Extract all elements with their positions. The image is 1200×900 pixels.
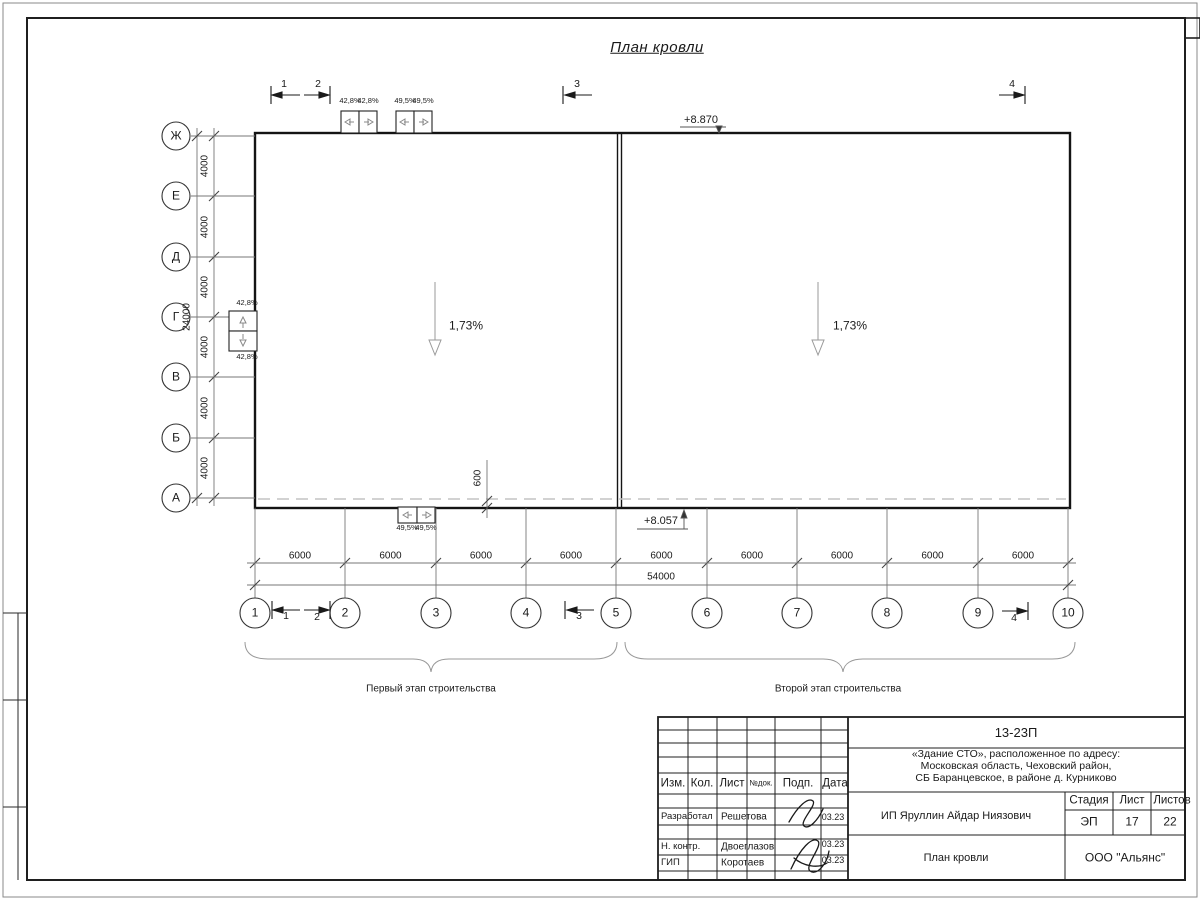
dim-horizontal-step: 6000 [559, 550, 583, 562]
person-role: Н. контр. [661, 840, 701, 852]
axis-letter: А [171, 490, 181, 505]
axis-number: 3 [432, 605, 440, 620]
dim-horizontal-step: 6000 [1011, 550, 1035, 562]
sheet-value: 17 [1125, 814, 1139, 829]
project-address-line: СБ Баранцевское, в районе д. Курниково [915, 772, 1117, 785]
revision-column-header: Изм. [660, 777, 686, 790]
dim-horizontal-step: 6000 [469, 550, 493, 562]
person-name: Двоеглазов [721, 841, 775, 853]
vent-percent-label: 49,5% [394, 95, 416, 105]
dim-vertical-total: 24000 [181, 303, 193, 331]
revision-column-header: Лист [719, 777, 745, 790]
project-address-line: «Здание СТО», расположенное по адресу: [911, 748, 1121, 761]
section-mark-number: 2 [315, 78, 321, 91]
dim-horizontal-step: 6000 [379, 550, 402, 562]
side-stamp-grid [3, 613, 27, 880]
axis-letter: Б [172, 430, 180, 445]
plan-title: План кровли [610, 38, 704, 56]
stage-two-label: Второй этап строительства [774, 683, 902, 695]
dim-horizontal-step: 6000 [288, 550, 312, 562]
sheet-column-label: Лист [1119, 794, 1145, 807]
signature-developer [789, 800, 823, 827]
section-mark-number: 4 [1011, 612, 1017, 625]
revision-column-header: Дата [822, 777, 848, 790]
axis-number: 5 [612, 605, 620, 620]
revision-column-header: №док. [749, 778, 773, 788]
elevation-top: +8.870 [684, 113, 718, 126]
stage-one-label: Первый этап строительства [366, 683, 496, 695]
dim-horizontal-total: 54000 [647, 571, 675, 583]
slope-label-left: 1,73% [448, 318, 484, 333]
vent-percent-label: 49,5% [415, 522, 437, 532]
sheets-value: 22 [1163, 814, 1177, 829]
dim-vertical-step: 4000 [199, 275, 211, 299]
project-address-line: Московская область, Чеховский район, [920, 760, 1112, 773]
person-role: ГИП [661, 856, 680, 868]
section-mark-number: 3 [574, 78, 580, 91]
dim-vertical-step: 4000 [199, 335, 211, 359]
axis-letter: Ж [170, 128, 182, 143]
axis-number: 8 [883, 605, 891, 620]
titleblock-doc-code: 13-23П [994, 724, 1038, 740]
section-mark-number: 3 [576, 610, 582, 623]
axis-letter: Г [172, 309, 180, 324]
titleblock-client: ИП Яруллин Айдар Ниязович [880, 809, 1032, 822]
vent-percent-label: 42,8% [357, 95, 379, 105]
axis-number: 10 [1061, 605, 1075, 620]
axis-number: 2 [341, 605, 349, 620]
axis-letter: Д [171, 249, 181, 264]
person-date: 03.23 [821, 855, 845, 866]
axis-letter: Е [171, 188, 181, 203]
dim-edge-offset: 600 [472, 469, 484, 487]
section-mark-number: 1 [283, 610, 289, 623]
dim-horizontal-step: 6000 [650, 550, 673, 562]
vent-percent-label: 42,8% [236, 297, 258, 307]
vent-percent-label: 42,8% [236, 351, 258, 361]
roof-outline [255, 133, 1070, 508]
person-name: Коротаев [721, 857, 765, 869]
vent-percent-label: 42,8% [339, 95, 361, 105]
axis-number: 6 [703, 605, 711, 620]
axis-number: 1 [251, 605, 259, 620]
axis-number: 4 [522, 605, 530, 620]
person-role: Разработал [661, 810, 713, 822]
section-mark-number: 4 [1009, 78, 1015, 91]
slope-label-right: 1,73% [832, 318, 868, 333]
dim-horizontal-step: 6000 [830, 550, 854, 562]
stage-braces [245, 642, 1075, 672]
dim-vertical-step: 4000 [199, 215, 211, 238]
revision-column-header: Подп. [782, 777, 814, 790]
section-mark-number: 2 [314, 611, 320, 624]
person-date: 03.23 [821, 839, 845, 850]
dim-vertical-step: 4000 [199, 396, 211, 419]
titleblock-drawing-name: План кровли [923, 851, 989, 864]
sheets-column-label: Листов [1153, 794, 1191, 807]
person-date: 03.23 [821, 812, 845, 823]
revision-column-header: Кол. [690, 777, 714, 790]
section-mark-number: 1 [281, 78, 287, 91]
stage-value: ЭП [1080, 814, 1098, 829]
vent-percent-label: 49,5% [396, 522, 418, 532]
titleblock-company: ООО "Альянс" [1084, 850, 1166, 865]
axis-number: 7 [793, 605, 801, 620]
axis-letter: В [171, 369, 181, 384]
dim-horizontal-step: 6000 [740, 550, 764, 562]
dim-horizontal-step: 6000 [921, 550, 944, 562]
vent-percent-label: 49,5% [412, 95, 434, 105]
dim-vertical-step: 4000 [199, 456, 211, 480]
dim-vertical-step: 4000 [199, 154, 211, 178]
stage-column-label: Стадия [1069, 794, 1109, 807]
person-name: Решетова [721, 811, 767, 823]
elevation-bottom: +8.057 [644, 514, 678, 527]
axis-number: 9 [974, 605, 982, 620]
